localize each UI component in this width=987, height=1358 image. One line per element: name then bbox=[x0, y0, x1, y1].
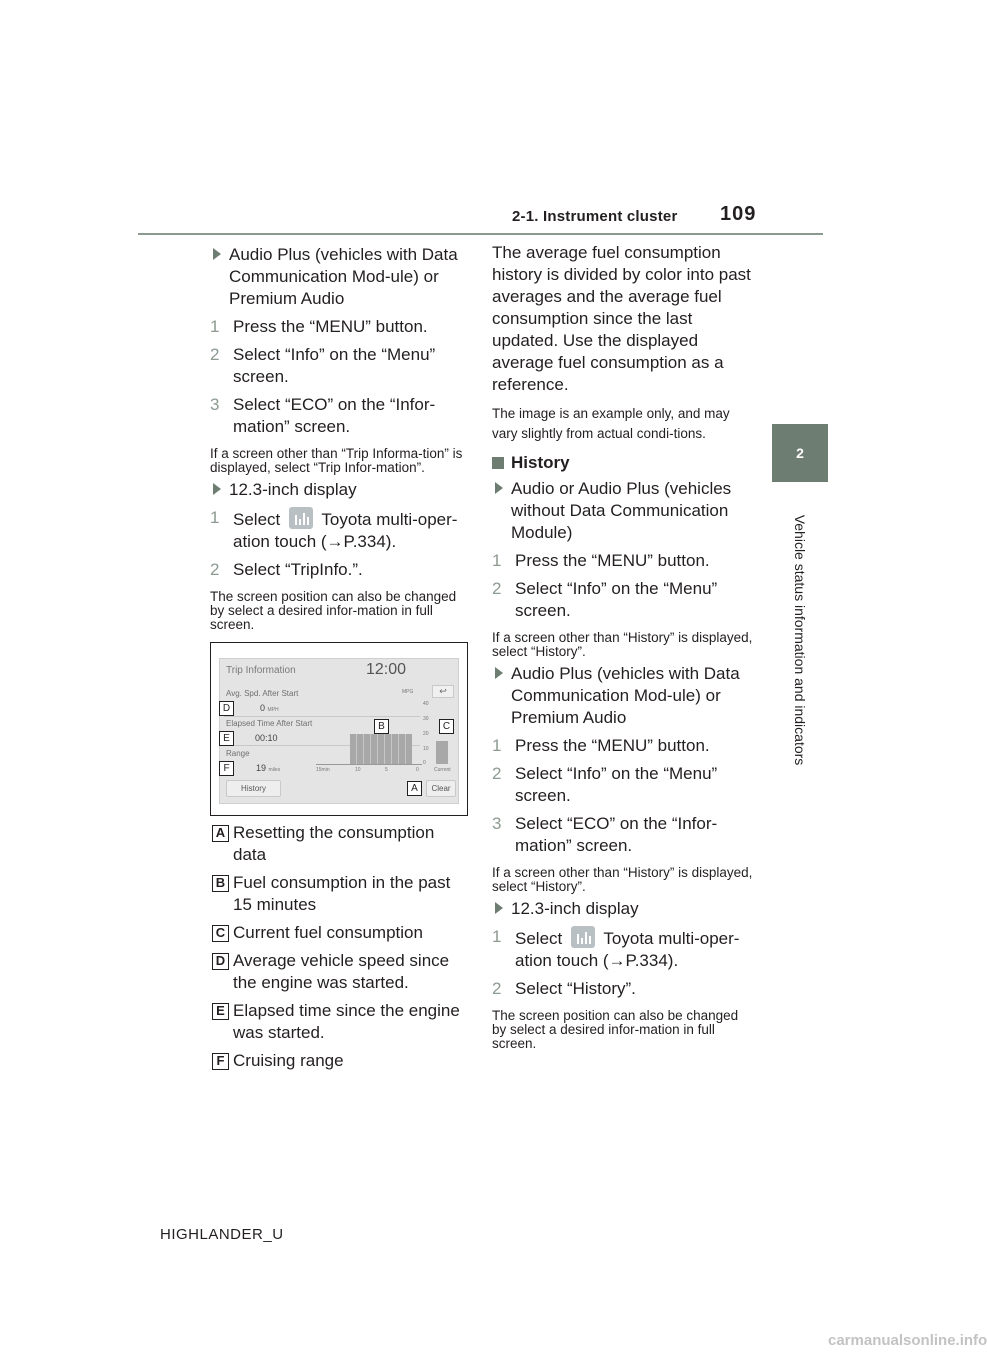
callout-c: C bbox=[439, 719, 454, 734]
y-tick: 0 bbox=[423, 760, 426, 766]
x-tick: 5 bbox=[385, 767, 388, 773]
x-tick: 10 bbox=[355, 767, 361, 773]
step-text: Select “History”. bbox=[515, 979, 636, 998]
x-tick: 15min bbox=[316, 767, 330, 773]
legend-text: Cruising range bbox=[233, 1051, 344, 1070]
past-consumption-bars bbox=[350, 734, 412, 764]
bullet-audio-plus: Audio Plus (vehicles with Data Communication Mod-ule) or Premium Audio bbox=[492, 663, 754, 729]
history-button[interactable]: History bbox=[226, 780, 281, 797]
step-text: Select “Info” on the “Menu” screen. bbox=[515, 579, 718, 620]
step-text: Select “ECO” on the “Infor-mation” screen. bbox=[515, 814, 718, 855]
section-title: 2-1. Instrument cluster bbox=[512, 208, 678, 225]
model-footer: HIGHLANDER_U bbox=[160, 1226, 284, 1243]
screen-title: Trip Information bbox=[226, 665, 296, 676]
callout-a: A bbox=[407, 781, 422, 796]
legend-item bbox=[210, 950, 472, 994]
bullet-audio-plus: Audio Plus (vehicles with Data Communication Mod-ule) or Premium Audio bbox=[210, 244, 472, 310]
legend-item bbox=[210, 822, 472, 866]
chapter-title: Vehicle status information and indicators bbox=[792, 514, 808, 766]
bullet-12-inch-display: 12.3-inch display bbox=[492, 898, 754, 920]
avg-speed-value: 0 MPH bbox=[260, 703, 279, 713]
step-item bbox=[492, 763, 754, 807]
step-item bbox=[210, 316, 472, 338]
step-number: 3 bbox=[210, 395, 220, 414]
step-text: Select “TripInfo.”. bbox=[233, 560, 363, 579]
mpg-unit-label: MPG bbox=[402, 689, 414, 695]
callout-f: F bbox=[219, 761, 234, 776]
triangle-bullet-icon bbox=[213, 483, 221, 495]
step-text: Press the “MENU” button. bbox=[515, 551, 710, 570]
step-number: 1 bbox=[492, 551, 502, 570]
trip-info-bar-icon bbox=[289, 507, 313, 529]
callout-e: E bbox=[219, 731, 234, 746]
note-text: If a screen other than “History” is displayed, select “History”. bbox=[492, 630, 753, 659]
callout-d: D bbox=[219, 701, 234, 716]
step-number: 3 bbox=[492, 814, 502, 833]
x-tick: Current bbox=[434, 767, 451, 773]
step-item bbox=[492, 735, 754, 757]
x-tick: 0 bbox=[416, 767, 419, 773]
screen-clock: 12:00 bbox=[366, 661, 407, 678]
current-consumption-bar bbox=[436, 741, 448, 764]
legend-key: C bbox=[212, 925, 229, 942]
step-text: Select “Info” on the “Menu” screen. bbox=[515, 764, 718, 805]
triangle-bullet-icon bbox=[213, 248, 221, 260]
chapter-tab: 2 bbox=[772, 424, 828, 482]
legend-key: D bbox=[212, 953, 229, 970]
legend-key: A bbox=[212, 825, 229, 842]
step-number: 1 bbox=[492, 927, 502, 946]
intro-paragraph: The average fuel consumption history is divided by color into past averages and the average fuel consumption since the last updated. Use the displayed average fuel consumption as a reference. bbox=[492, 243, 751, 394]
trip-info-bar-icon bbox=[571, 926, 595, 948]
note-text: The image is an example only, and may vary slightly from actual condi-tions. bbox=[492, 406, 730, 441]
triangle-bullet-icon bbox=[495, 902, 503, 914]
legend-item bbox=[210, 1050, 472, 1072]
y-tick: 40 bbox=[423, 701, 429, 707]
legend-text: Elapsed time since the engine was started. bbox=[233, 1001, 460, 1042]
avg-speed-label: Avg. Spd. After Start bbox=[226, 689, 299, 698]
legend-key: F bbox=[212, 1053, 229, 1070]
triangle-bullet-icon bbox=[495, 667, 503, 679]
step-item bbox=[492, 813, 754, 857]
note-text: If a screen other than “Trip Informa-tion” is displayed, select “Trip Infor-mation”. bbox=[210, 446, 463, 475]
step-number: 1 bbox=[492, 736, 502, 755]
range-value: 19 miles bbox=[256, 763, 281, 773]
step-item bbox=[210, 559, 472, 581]
step-number: 2 bbox=[210, 560, 220, 579]
note-text: The screen position can also be changed by select a desired infor-mation in full screen. bbox=[492, 1008, 739, 1051]
y-tick: 10 bbox=[423, 746, 429, 752]
bullet-12-inch-display: 12.3-inch display bbox=[210, 479, 472, 501]
step-item: 1 Select Toyota multi-oper-ation touch (→P.334). bbox=[492, 927, 740, 970]
step-number: 2 bbox=[492, 979, 502, 998]
legend-key: E bbox=[212, 1003, 229, 1020]
step-item bbox=[492, 550, 754, 572]
legend-text: Average vehicle speed since the engine was started. bbox=[233, 951, 450, 992]
legend-text: Fuel consumption in the past 15 minutes bbox=[233, 873, 451, 914]
clear-button[interactable]: Clear bbox=[426, 780, 456, 797]
back-icon[interactable]: ↩ bbox=[432, 685, 454, 698]
note-text: The screen position can also be changed by select a desired infor-mation in full screen. bbox=[210, 589, 457, 632]
legend-item bbox=[210, 922, 472, 944]
square-bullet-icon bbox=[492, 457, 504, 469]
triangle-bullet-icon bbox=[495, 482, 503, 494]
step-number: 2 bbox=[492, 579, 502, 598]
step-item bbox=[210, 344, 472, 388]
callout-b: B bbox=[374, 719, 389, 734]
legend-text: Resetting the consumption data bbox=[233, 823, 435, 864]
step-number: 2 bbox=[210, 345, 220, 364]
history-heading: History bbox=[492, 452, 754, 474]
chart-x-axis bbox=[316, 764, 422, 765]
elapsed-time-value: 00:10 bbox=[255, 733, 278, 743]
bullet-audio: Audio or Audio Plus (vehicles without Data Communication Module) bbox=[492, 478, 754, 544]
header-divider bbox=[138, 233, 823, 235]
divider bbox=[224, 716, 420, 717]
elapsed-time-label: Elapsed Time After Start bbox=[226, 719, 313, 728]
y-tick: 20 bbox=[423, 731, 429, 737]
legend-item bbox=[210, 1000, 472, 1044]
left-column bbox=[210, 240, 472, 1072]
legend-key: B bbox=[212, 875, 229, 892]
step-text: Select “Info” on the “Menu” screen. bbox=[233, 345, 436, 386]
step-text: Select “ECO” on the “Infor-mation” screen. bbox=[233, 395, 436, 436]
step-number: 1 bbox=[210, 508, 220, 527]
step-item bbox=[492, 978, 754, 1000]
step-text: Press the “MENU” button. bbox=[515, 736, 710, 755]
legend-text: Current fuel consumption bbox=[233, 923, 423, 942]
step-item bbox=[492, 578, 754, 622]
legend-item bbox=[210, 872, 472, 916]
range-label: Range bbox=[226, 749, 250, 758]
page-number: 109 bbox=[720, 203, 757, 225]
trip-information-screen bbox=[219, 658, 459, 804]
trip-information-figure bbox=[210, 642, 468, 816]
step-number: 1 bbox=[210, 317, 220, 336]
step-number: 2 bbox=[492, 764, 502, 783]
step-text: Press the “MENU” button. bbox=[233, 317, 428, 336]
note-text: If a screen other than “History” is displayed, select “History”. bbox=[492, 865, 753, 894]
right-column bbox=[492, 240, 754, 1054]
watermark: carmanualsonline.info bbox=[828, 1332, 987, 1349]
y-tick: 30 bbox=[423, 716, 429, 722]
step-item: 1 Select Toyota multi-oper-ation touch (→P.334). bbox=[210, 508, 458, 551]
step-item bbox=[210, 394, 472, 438]
